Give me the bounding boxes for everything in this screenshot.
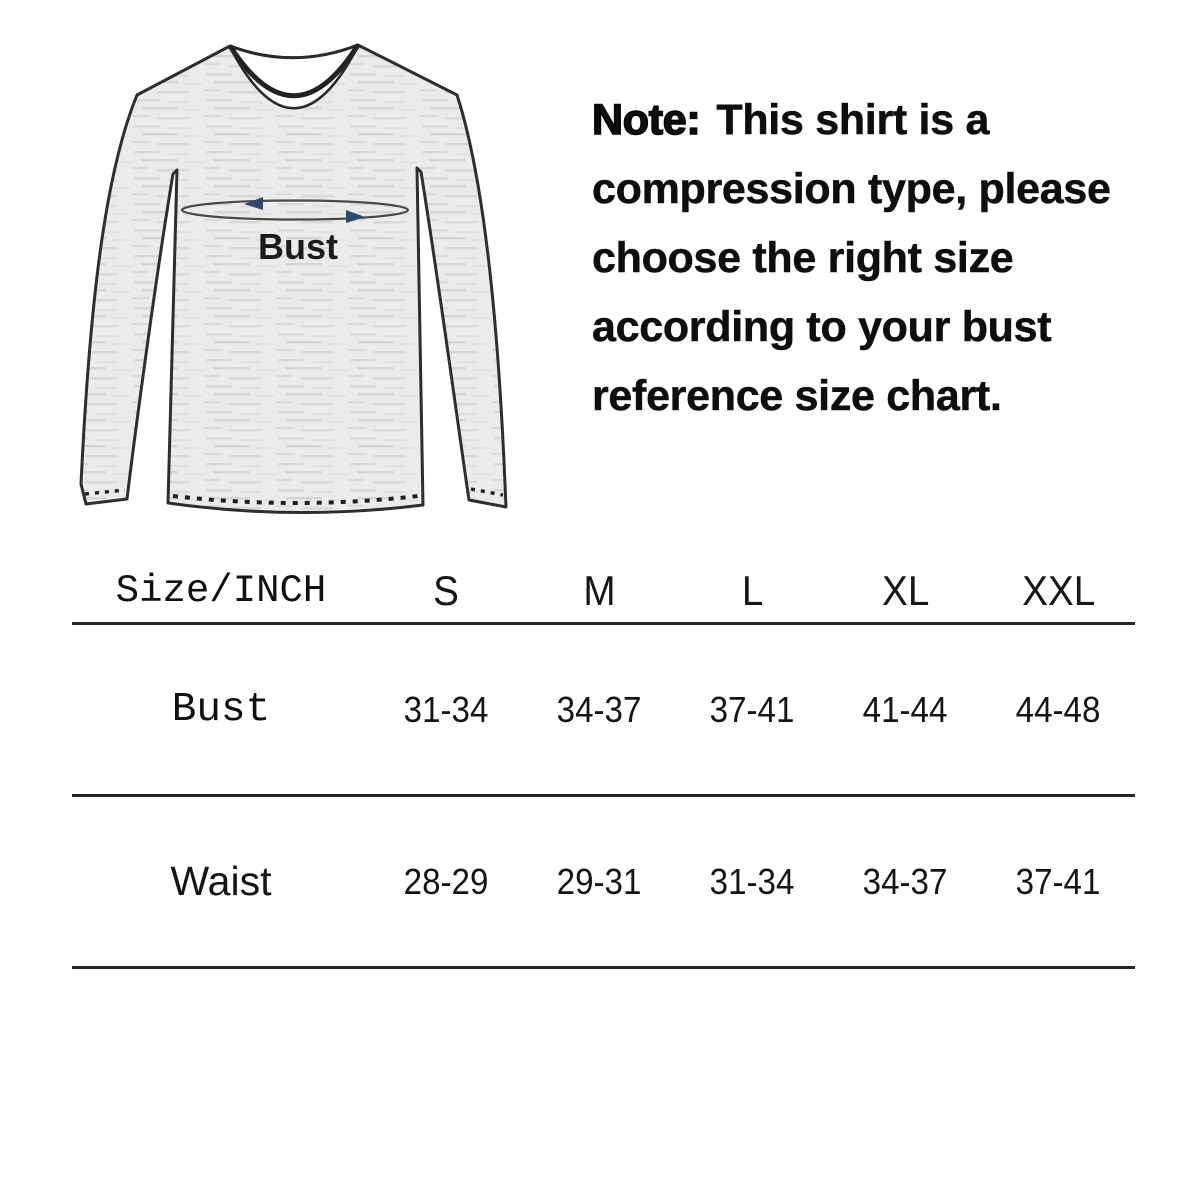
bust-value-l: 37-41 bbox=[710, 688, 795, 730]
bust-value-m: 34-37 bbox=[557, 688, 642, 730]
note-line-1 bbox=[592, 86, 1152, 155]
note-line-1-text: This shirt is a bbox=[716, 96, 990, 144]
note-line-5: reference size chart. bbox=[592, 372, 1002, 420]
table-row-bust bbox=[72, 625, 1135, 797]
bust-value-s: 31-34 bbox=[404, 688, 489, 730]
note-prefix: Note: bbox=[592, 96, 701, 144]
long-sleeve-shirt-drawing bbox=[60, 18, 540, 518]
bust-value-xl: 41-44 bbox=[863, 688, 948, 730]
waist-value-s: 28-29 bbox=[404, 860, 489, 902]
header-size-xl: XL bbox=[881, 567, 930, 614]
size-table bbox=[72, 560, 1135, 969]
note-line-3: choose the right size bbox=[592, 234, 1014, 282]
shirt-body-outline bbox=[81, 45, 506, 513]
header-size-inch: Size/INCH bbox=[115, 569, 327, 613]
shirt-illustration bbox=[60, 18, 540, 518]
note-line-4: according to your bust bbox=[592, 303, 1052, 351]
bust-row-label: Bust bbox=[171, 686, 271, 733]
note-paragraph bbox=[592, 86, 1152, 431]
waist-value-xl: 34-37 bbox=[863, 860, 948, 902]
table-row-waist bbox=[72, 797, 1135, 969]
header-size-l: L bbox=[741, 567, 764, 614]
waist-value-m: 29-31 bbox=[557, 860, 642, 902]
waist-row-label: Waist bbox=[170, 858, 272, 904]
header-size-m: M bbox=[583, 567, 616, 614]
size-table-header-row bbox=[72, 560, 1135, 625]
bust-value-xxl: 44-48 bbox=[1016, 688, 1101, 730]
note-line-2: compression type, please bbox=[592, 165, 1111, 213]
header-size-xxl: XXL bbox=[1021, 567, 1096, 614]
waist-value-l: 31-34 bbox=[710, 860, 795, 902]
waist-value-xxl: 37-41 bbox=[1016, 860, 1101, 902]
header-size-s: S bbox=[433, 567, 460, 614]
bust-label: Bust bbox=[258, 226, 338, 267]
